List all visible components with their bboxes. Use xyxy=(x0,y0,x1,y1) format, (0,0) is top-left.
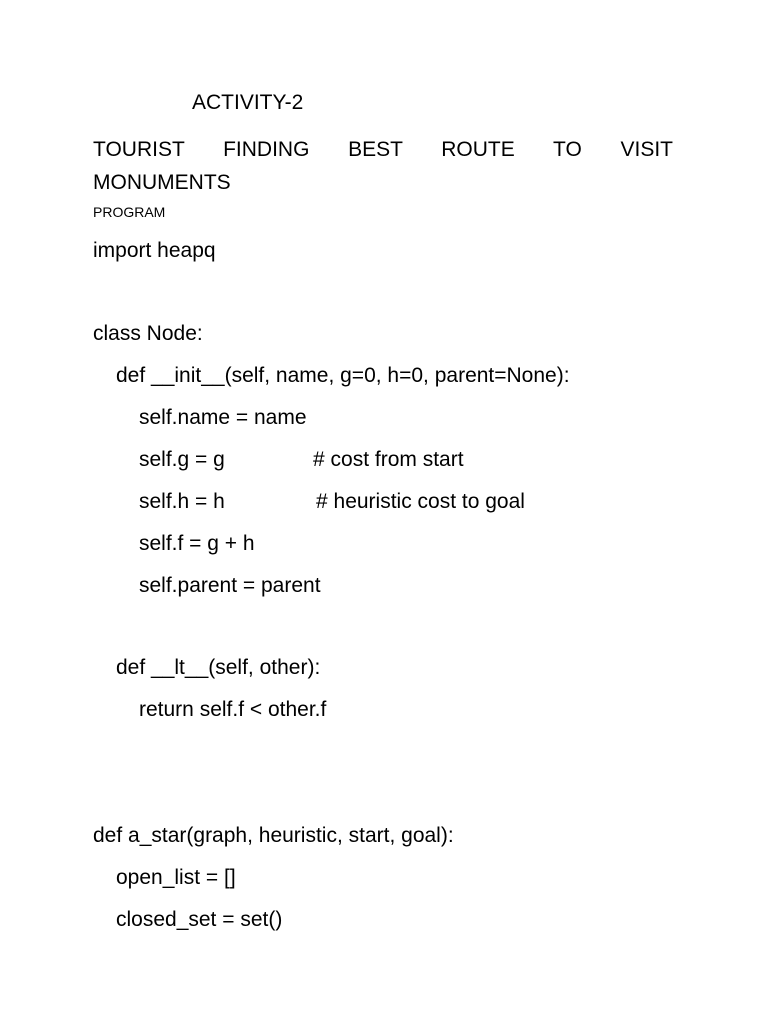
code-line-import: import heapq xyxy=(93,239,216,262)
code-line-return: return self.f < other.f xyxy=(139,698,327,721)
code-line-init-def: def __init__(self, name, g=0, h=0, parent=None): xyxy=(116,364,570,387)
code-line-self-g: self.g = g xyxy=(139,448,225,471)
activity-heading: ACTIVITY-2 xyxy=(192,91,304,114)
code-line-self-f: self.f = g + h xyxy=(139,532,255,555)
code-line-open-list: open_list = [] xyxy=(116,866,236,889)
code-line-class: class Node: xyxy=(93,322,203,345)
code-line-astar-def: def a_star(graph, heuristic, start, goal): xyxy=(93,824,454,847)
code-line-self-h: self.h = h xyxy=(139,490,225,513)
code-line-self-name: self.name = name xyxy=(139,406,307,429)
code-line-lt-def: def __lt__(self, other): xyxy=(116,656,321,679)
code-comment-h: # heuristic cost to goal xyxy=(316,490,525,513)
code-comment-g: # cost from start xyxy=(313,448,464,471)
code-line-self-parent: self.parent = parent xyxy=(139,574,321,597)
code-line-closed-set: closed_set = set() xyxy=(116,908,283,931)
program-label: PROGRAM xyxy=(93,204,166,220)
document-title: TOURIST FINDING BEST ROUTE TO VISIT MONUMENTS xyxy=(93,138,673,194)
